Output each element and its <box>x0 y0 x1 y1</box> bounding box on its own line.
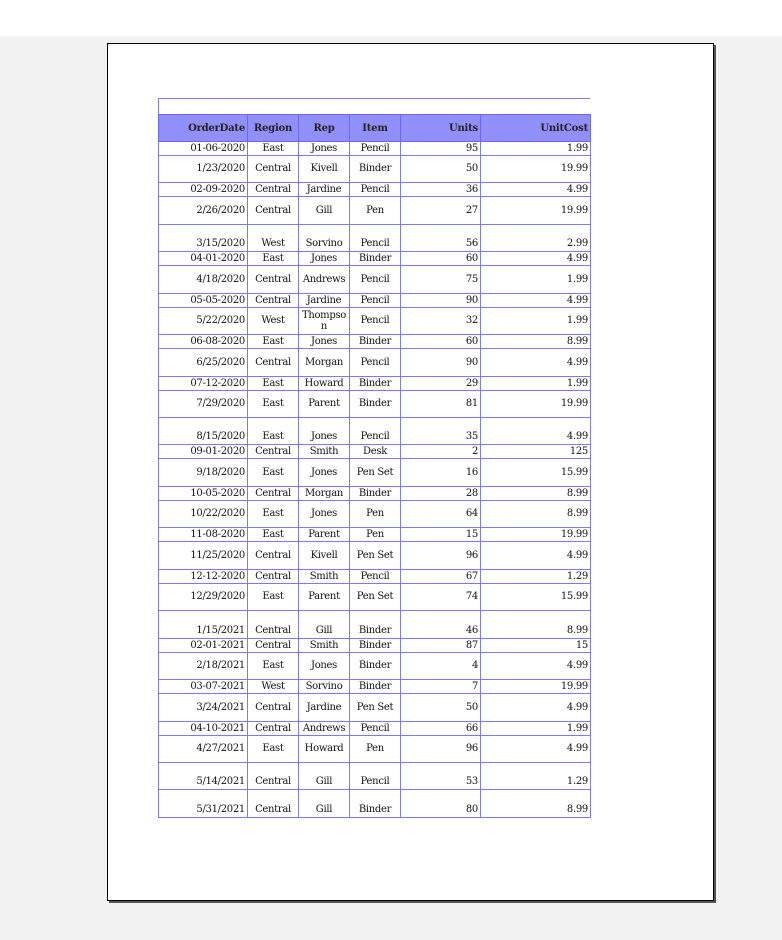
cell-units: 15 <box>401 528 481 542</box>
cell-region: Central <box>248 611 299 639</box>
cell-item: Pen Set <box>350 584 401 611</box>
table-row <box>159 197 591 225</box>
cell-item: Pencil <box>350 183 401 197</box>
cell-units: 35 <box>401 418 481 445</box>
cell-orderdate: 03-07-2021 <box>159 680 248 694</box>
cell-units: 75 <box>401 266 481 294</box>
cell-units: 60 <box>401 335 481 349</box>
cell-unitcost: 15 <box>481 639 591 653</box>
cell-region: Central <box>248 763 299 790</box>
table-row <box>159 252 591 266</box>
header-units: Units <box>401 115 481 142</box>
cell-unitcost: 15.99 <box>481 459 591 487</box>
cell-rep: Smith <box>299 639 350 653</box>
cell-rep: Jones <box>299 252 350 266</box>
cell-orderdate: 10/22/2020 <box>159 501 248 528</box>
cell-orderdate: 6/25/2020 <box>159 349 248 377</box>
cell-rep: Gill <box>299 197 350 225</box>
cell-item: Binder <box>350 391 401 418</box>
cell-item: Pencil <box>350 266 401 294</box>
cell-unitcost: 4.99 <box>481 252 591 266</box>
cell-region: West <box>248 680 299 694</box>
cell-unitcost: 1.99 <box>481 377 591 391</box>
cell-orderdate: 11/25/2020 <box>159 542 248 570</box>
cell-rep: Jardine <box>299 694 350 722</box>
table-row <box>159 156 591 183</box>
cell-unitcost: 8.99 <box>481 611 591 639</box>
cell-units: 96 <box>401 736 481 763</box>
cell-item: Pencil <box>350 225 401 252</box>
cell-rep: Kivell <box>299 156 350 183</box>
cell-units: 50 <box>401 156 481 183</box>
cell-item: Binder <box>350 611 401 639</box>
cell-item: Pen Set <box>350 542 401 570</box>
cell-units: 36 <box>401 183 481 197</box>
preview-top-band <box>0 0 782 36</box>
cell-item: Pencil <box>350 308 401 335</box>
cell-orderdate: 01-06-2020 <box>159 142 248 156</box>
cell-unitcost: 19.99 <box>481 197 591 225</box>
cell-units: 81 <box>401 391 481 418</box>
cell-region: Central <box>248 639 299 653</box>
table-row <box>159 542 591 570</box>
cell-orderdate: 1/15/2021 <box>159 611 248 639</box>
header-item: Item <box>350 115 401 142</box>
cell-rep: Andrews <box>299 266 350 294</box>
cell-rep: Jones <box>299 459 350 487</box>
header-rep: Rep <box>299 115 350 142</box>
cell-unitcost: 4.99 <box>481 349 591 377</box>
cell-rep: Jones <box>299 653 350 680</box>
cell-region: Central <box>248 197 299 225</box>
table-row <box>159 611 591 639</box>
cell-orderdate: 02-01-2021 <box>159 639 248 653</box>
cell-rep: Parent <box>299 528 350 542</box>
cell-orderdate: 8/15/2020 <box>159 418 248 445</box>
cell-units: 46 <box>401 611 481 639</box>
table-row <box>159 570 591 584</box>
cell-item: Pen <box>350 736 401 763</box>
cell-orderdate: 09-01-2020 <box>159 445 248 459</box>
cell-units: 4 <box>401 653 481 680</box>
cell-rep: Howard <box>299 377 350 391</box>
cell-region: East <box>248 142 299 156</box>
cell-units: 90 <box>401 349 481 377</box>
cell-orderdate: 3/15/2020 <box>159 225 248 252</box>
cell-unitcost: 19.99 <box>481 528 591 542</box>
table-top-border <box>158 98 590 99</box>
cell-item: Binder <box>350 487 401 501</box>
cell-units: 95 <box>401 142 481 156</box>
cell-rep: Gill <box>299 763 350 790</box>
table-row <box>159 736 591 763</box>
table-body <box>159 142 591 818</box>
cell-units: 7 <box>401 680 481 694</box>
table-row <box>159 722 591 736</box>
cell-unitcost: 4.99 <box>481 653 591 680</box>
table-row <box>159 790 591 818</box>
cell-units: 60 <box>401 252 481 266</box>
cell-region: West <box>248 225 299 252</box>
table-row <box>159 445 591 459</box>
cell-region: Central <box>248 266 299 294</box>
cell-orderdate: 4/18/2020 <box>159 266 248 294</box>
cell-orderdate: 07-12-2020 <box>159 377 248 391</box>
table-row <box>159 335 591 349</box>
cell-rep: Sorvino <box>299 680 350 694</box>
cell-rep: Jones <box>299 335 350 349</box>
table-row <box>159 680 591 694</box>
cell-item: Binder <box>350 335 401 349</box>
table-row <box>159 639 591 653</box>
cell-region: West <box>248 308 299 335</box>
cell-item: Pen Set <box>350 459 401 487</box>
cell-rep: Sorvino <box>299 225 350 252</box>
cell-rep: Howard <box>299 736 350 763</box>
cell-rep: Gill <box>299 611 350 639</box>
cell-region: Central <box>248 694 299 722</box>
cell-unitcost: 15.99 <box>481 584 591 611</box>
cell-unitcost: 4.99 <box>481 694 591 722</box>
table-row <box>159 584 591 611</box>
sales-data-table <box>158 114 591 818</box>
cell-rep: Parent <box>299 584 350 611</box>
header-region: Region <box>248 115 299 142</box>
cell-region: East <box>248 335 299 349</box>
cell-rep: Andrews <box>299 722 350 736</box>
cell-orderdate: 04-10-2021 <box>159 722 248 736</box>
cell-rep: Morgan <box>299 487 350 501</box>
header-unitcost: UnitCost <box>481 115 591 142</box>
cell-rep: Morgan <box>299 349 350 377</box>
table-row <box>159 501 591 528</box>
cell-orderdate: 12-12-2020 <box>159 570 248 584</box>
cell-item: Binder <box>350 639 401 653</box>
cell-unitcost: 4.99 <box>481 542 591 570</box>
header-orderdate: OrderDate <box>159 115 248 142</box>
cell-rep: Thompson <box>299 308 350 335</box>
header-row <box>159 115 591 142</box>
cell-item: Pencil <box>350 722 401 736</box>
cell-units: 28 <box>401 487 481 501</box>
cell-unitcost: 8.99 <box>481 790 591 818</box>
cell-unitcost: 4.99 <box>481 736 591 763</box>
cell-item: Pencil <box>350 763 401 790</box>
cell-units: 90 <box>401 294 481 308</box>
cell-orderdate: 5/31/2021 <box>159 790 248 818</box>
cell-item: Desk <box>350 445 401 459</box>
cell-region: Central <box>248 349 299 377</box>
cell-item: Binder <box>350 252 401 266</box>
cell-rep: Jardine <box>299 183 350 197</box>
cell-unitcost: 8.99 <box>481 501 591 528</box>
cell-rep: Kivell <box>299 542 350 570</box>
table-row <box>159 308 591 335</box>
cell-region: East <box>248 736 299 763</box>
cell-units: 67 <box>401 570 481 584</box>
cell-region: East <box>248 501 299 528</box>
cell-units: 50 <box>401 694 481 722</box>
cell-units: 56 <box>401 225 481 252</box>
cell-units: 74 <box>401 584 481 611</box>
cell-region: Central <box>248 722 299 736</box>
cell-region: East <box>248 653 299 680</box>
cell-unitcost: 19.99 <box>481 156 591 183</box>
cell-units: 2 <box>401 445 481 459</box>
cell-region: Central <box>248 183 299 197</box>
cell-rep: Gill <box>299 790 350 818</box>
cell-unitcost: 1.99 <box>481 266 591 294</box>
table-row <box>159 528 591 542</box>
cell-units: 64 <box>401 501 481 528</box>
cell-unitcost: 4.99 <box>481 183 591 197</box>
cell-item: Binder <box>350 790 401 818</box>
table-row <box>159 294 591 308</box>
cell-region: Central <box>248 294 299 308</box>
cell-rep: Smith <box>299 445 350 459</box>
cell-item: Binder <box>350 377 401 391</box>
cell-orderdate: 11-08-2020 <box>159 528 248 542</box>
table-row <box>159 142 591 156</box>
cell-region: Central <box>248 790 299 818</box>
cell-unitcost: 19.99 <box>481 680 591 694</box>
table-row <box>159 391 591 418</box>
cell-item: Pen Set <box>350 694 401 722</box>
cell-unitcost: 125 <box>481 445 591 459</box>
cell-units: 80 <box>401 790 481 818</box>
cell-rep: Jones <box>299 501 350 528</box>
cell-item: Pen <box>350 501 401 528</box>
cell-unitcost: 1.29 <box>481 763 591 790</box>
cell-unitcost: 8.99 <box>481 335 591 349</box>
cell-item: Binder <box>350 653 401 680</box>
table-row <box>159 377 591 391</box>
cell-region: East <box>248 377 299 391</box>
cell-orderdate: 05-05-2020 <box>159 294 248 308</box>
cell-item: Pencil <box>350 294 401 308</box>
table-row <box>159 763 591 790</box>
cell-rep: Parent <box>299 391 350 418</box>
cell-orderdate: 06-08-2020 <box>159 335 248 349</box>
cell-units: 66 <box>401 722 481 736</box>
cell-item: Pencil <box>350 570 401 584</box>
cell-region: East <box>248 528 299 542</box>
cell-item: Binder <box>350 156 401 183</box>
cell-region: East <box>248 459 299 487</box>
cell-rep: Smith <box>299 570 350 584</box>
cell-units: 32 <box>401 308 481 335</box>
cell-region: East <box>248 418 299 445</box>
cell-item: Pen <box>350 197 401 225</box>
cell-region: Central <box>248 570 299 584</box>
cell-region: East <box>248 252 299 266</box>
table-top-left-border <box>158 98 159 114</box>
table-row <box>159 459 591 487</box>
cell-orderdate: 5/22/2020 <box>159 308 248 335</box>
cell-orderdate: 02-09-2020 <box>159 183 248 197</box>
cell-item: Pen <box>350 528 401 542</box>
cell-units: 16 <box>401 459 481 487</box>
table-row <box>159 225 591 252</box>
cell-region: Central <box>248 156 299 183</box>
cell-rep: Jardine <box>299 294 350 308</box>
cell-item: Pencil <box>350 349 401 377</box>
cell-unitcost: 4.99 <box>481 418 591 445</box>
cell-units: 29 <box>401 377 481 391</box>
cell-unitcost: 8.99 <box>481 487 591 501</box>
cell-item: Pencil <box>350 418 401 445</box>
cell-orderdate: 2/18/2021 <box>159 653 248 680</box>
table-row <box>159 349 591 377</box>
cell-orderdate: 04-01-2020 <box>159 252 248 266</box>
cell-orderdate: 2/26/2020 <box>159 197 248 225</box>
table-row <box>159 418 591 445</box>
cell-units: 53 <box>401 763 481 790</box>
cell-orderdate: 10-05-2020 <box>159 487 248 501</box>
cell-orderdate: 12/29/2020 <box>159 584 248 611</box>
table-row <box>159 694 591 722</box>
cell-item: Pencil <box>350 142 401 156</box>
cell-unitcost: 4.99 <box>481 294 591 308</box>
cell-units: 87 <box>401 639 481 653</box>
cell-rep: Jones <box>299 418 350 445</box>
cell-rep: Jones <box>299 142 350 156</box>
cell-orderdate: 3/24/2021 <box>159 694 248 722</box>
table-row <box>159 183 591 197</box>
cell-orderdate: 9/18/2020 <box>159 459 248 487</box>
cell-region: Central <box>248 445 299 459</box>
cell-orderdate: 5/14/2021 <box>159 763 248 790</box>
cell-unitcost: 1.99 <box>481 722 591 736</box>
cell-orderdate: 7/29/2020 <box>159 391 248 418</box>
table-row <box>159 653 591 680</box>
cell-unitcost: 19.99 <box>481 391 591 418</box>
cell-orderdate: 4/27/2021 <box>159 736 248 763</box>
cell-item: Binder <box>350 680 401 694</box>
cell-unitcost: 1.99 <box>481 308 591 335</box>
cell-units: 27 <box>401 197 481 225</box>
cell-unitcost: 1.99 <box>481 142 591 156</box>
cell-region: East <box>248 391 299 418</box>
cell-region: Central <box>248 542 299 570</box>
cell-units: 96 <box>401 542 481 570</box>
cell-unitcost: 1.29 <box>481 570 591 584</box>
table-row <box>159 266 591 294</box>
cell-orderdate: 1/23/2020 <box>159 156 248 183</box>
cell-region: East <box>248 584 299 611</box>
table-row <box>159 487 591 501</box>
cell-region: Central <box>248 487 299 501</box>
cell-unitcost: 2.99 <box>481 225 591 252</box>
print-preview-page <box>107 43 714 901</box>
